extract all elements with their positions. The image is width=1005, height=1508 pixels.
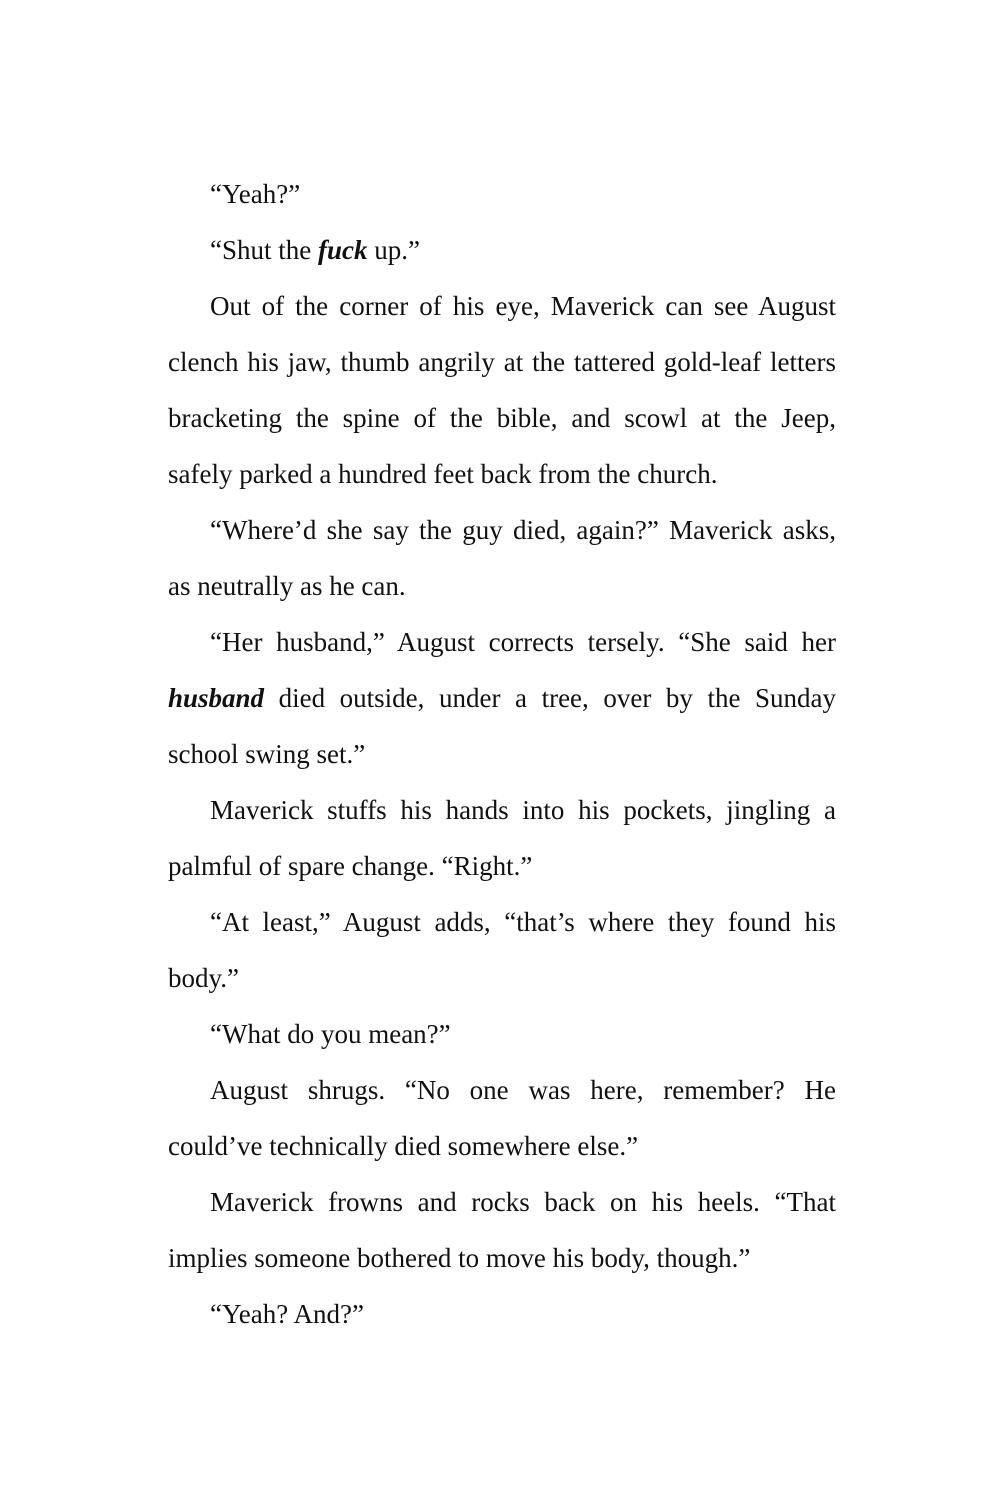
paragraph-text: “Her husband,” August corrects tersely. “She said her: [210, 627, 836, 657]
paragraph-text: “What do you mean?”: [210, 1019, 451, 1049]
emphasized-word: husband: [168, 683, 265, 713]
paragraph: [168, 502, 836, 614]
paragraph: [168, 1174, 836, 1286]
paragraph: [168, 782, 836, 894]
paragraph: [168, 614, 836, 782]
paragraph-text: “Yeah? And?”: [210, 1299, 364, 1329]
paragraph-text: up.”: [367, 235, 420, 265]
paragraph-text: “Where’d she say the guy died, again?” Maverick asks, as neutrally as he can.: [168, 515, 836, 601]
paragraph-text: “At least,” August adds, “that’s where they found his body.”: [168, 907, 836, 993]
paragraph: [168, 278, 836, 502]
body-text: [168, 166, 836, 1342]
paragraph: [168, 1006, 836, 1062]
paragraph-text: Maverick stuffs his hands into his pockets, jingling a palmful of spare change. “Right.”: [168, 795, 836, 881]
paragraph: [168, 222, 836, 278]
paragraph-text: August shrugs. “No one was here, remember? He could’ve technically died somewhere else.”: [168, 1075, 836, 1161]
paragraph: [168, 894, 836, 1006]
paragraph-text: “Yeah?”: [210, 179, 301, 209]
paragraph: [168, 1062, 836, 1174]
paragraph-text: “Shut the: [210, 235, 318, 265]
paragraph: [168, 166, 836, 222]
paragraph-text: Out of the corner of his eye, Maverick can see August clench his jaw, thumb angrily at the tattered gold-leaf letters bracketing the spine of the bible, and scowl at the Jeep, safely parked a hundred feet back from the church.: [168, 291, 836, 489]
paragraph: [168, 1286, 836, 1342]
emphasized-word: fuck: [318, 235, 368, 265]
paragraph-text: died outside, under a tree, over by the Sunday school swing set.”: [168, 683, 836, 769]
paragraph-text: Maverick frowns and rocks back on his heels. “That implies someone bothered to move his body, though.”: [168, 1187, 836, 1273]
